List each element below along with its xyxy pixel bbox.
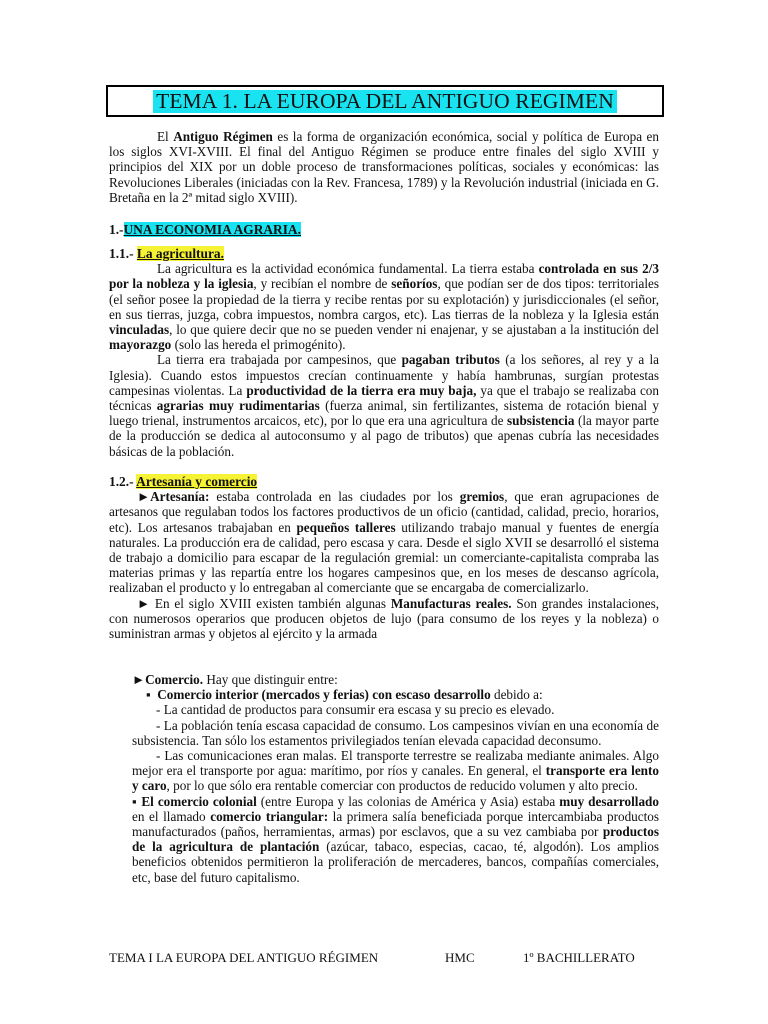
section-1-heading: 1.-UNA ECONOMIA AGRARIA. [109,222,301,237]
bullet-icon: ▪ [146,687,151,703]
comercio-interior-detail-1: - La cantidad de productos para consumir era escasa y su precio es elevado. [156,702,555,718]
comercio-block [109,672,659,885]
comercio-heading: ►Comercio. Hay que distinguir entre: [132,672,338,687]
page-title: TEMA 1. LA EUROPA DEL ANTIGUO REGIMEN [153,90,617,113]
intro-block [109,129,659,205]
artesania-paragraph: ►Artesanía: estaba controlada en las ciudades por los gremios, que eran agrupaciones de artesanos que regulaban todos los factores productivos de un oficio (cantidad, calidad, precio, horarios, etc). Los artesanos trabajaban en pequeños talleres utilizando trabajo manual y fuentes de energía naturales. La producción era de calidad, pero escasa y cara. Desde el siglo XVII se desarrolló el sistema de trabajo a domicilio para escapar de la regulación gremial: un comerciante-capitalista compraba las materias primas y las repartía entre los hogares campesinos que, en los meses de descanso agrícola, realizaban el producto y lo entregaban al comerciante que se encargaba de comercializarlo. [109,489,659,596]
arrow-icon: ► [132,672,146,687]
agricultura-paragraph-2: La tierra era trabajada por campesinos, que pagaban tributos (a los señores, al rey y a la Iglesia). Cuando estos impuestos crecían continuamente y había hambrunas, surgían protestas campesinas violentas. La productividad de la tierra era muy baja, ya que el trabajo se realizaba con técnicas agrarias muy rudimentarias (fuerza animal, sin fertilizantes, sistema de rotación bienal y luego trienal, instrumentos arcaicos, etc), por lo que era una agricultura de subsistencia (la mayor parte de la producción se dedica al autoconsumo y al pago de tributos) que apenas cubría las necesidades básicas de la población. [109,352,659,459]
comercio-sublist [109,687,659,885]
section-1-1-heading: 1.1.- La agricultura. [109,246,224,261]
arrow-icon: ► [137,489,151,505]
footer-right: 1º BACHILLERATO [523,950,635,965]
manufacturas-paragraph: ► En el siglo XVIII existen también algunas Manufacturas reales. Son grandes instalaciones, con numerosos operarios que producen objetos de lujo (para consumo de los reyes y la nobleza) o suministran armas y objetos al ejército y la armada [109,595,659,642]
comercio-interior-detail-3: - Las comunicaciones eran malas. El transporte terrestre se realizaba mediante animales. Algo mejor era el transporte por agua: marítimo, por ríos y canales. En general, el transporte era lento y caro, por lo que sólo era rentable comerciar con productos de reducido volumen y alto precio. [132,748,659,794]
comercio-interior-detail-2: - La población tenía escasa capacidad de consumo. Los campesinos vivían en una economía de subsistencia. Tan sólo los estamentos privilegiados tenían elevada capacidad deconsumo. [132,717,659,748]
title-box [106,85,664,117]
arrow-icon: ► [137,595,151,611]
section-1-2-block [109,474,659,641]
footer-center: HMC [445,950,475,965]
comercio-interior-item: ▪ Comercio interior (mercados y ferias) con escaso desarrollo debido a: [146,687,543,703]
bullet-icon: ▪ [132,793,138,809]
footer-left: TEMA I LA EUROPA DEL ANTIGUO RÉGIMEN [109,950,379,965]
comercio-colonial-item: ▪ El comercio colonial (entre Europa y las colonias de América y Asia) estaba muy desarrollado en el llamado comercio triangular: la primera salía beneficiada porque intercambiaba productos manufacturados (paños, herramientas, armas) por esclavos, que a su vez cambiaba por productos de la agricultura de plantación (azúcar, tabaco, especias, cacao, té, algodón). Los amplios beneficios obtenidos permitieron la proliferación de mercaderes, bancos, compañías comerciales, etc, base del futuro capitalismo. [132,793,659,885]
intro-paragraph: El Antiguo Régimen es la forma de organización económica, social y política de Europa en los siglos XVI-XVIII. El final del Antiguo Régimen se produce entre finales del siglo XVIII y principios del XIX por un doble proceso de transformaciones políticas, sociales y económicas: las Revoluciones Liberales (iniciadas con la Rev. Francesa, 1789) y la Revolución industrial (iniciada en G. Bretaña en la 2ª mitad siglo XVIII). [109,129,659,205]
section-1-1-block [109,246,659,459]
section-1-block [109,222,659,237]
section-1-2-heading: 1.2.- Artesanía y comercio [109,474,258,489]
agricultura-paragraph-1: La agricultura es la actividad económica fundamental. La tierra estaba controlada en sus 2/3 por la nobleza y la iglesia, y recibían el nombre de señoríos, que podían ser de dos tipos: territoriales (el señor posee la propiedad de la tierra y recibe rentas por su explotación) y jurisdiccionales (el señor, en sus tierras, juzga, cobra impuestos, nombra cargos, etc). Las tierras de la nobleza y la Iglesia están vinculadas, lo que quiere decir que no se pueden vender ni enajenar, y se ajustaban a la institución del mayorazgo (solo las hereda el primogénito). [109,261,660,353]
